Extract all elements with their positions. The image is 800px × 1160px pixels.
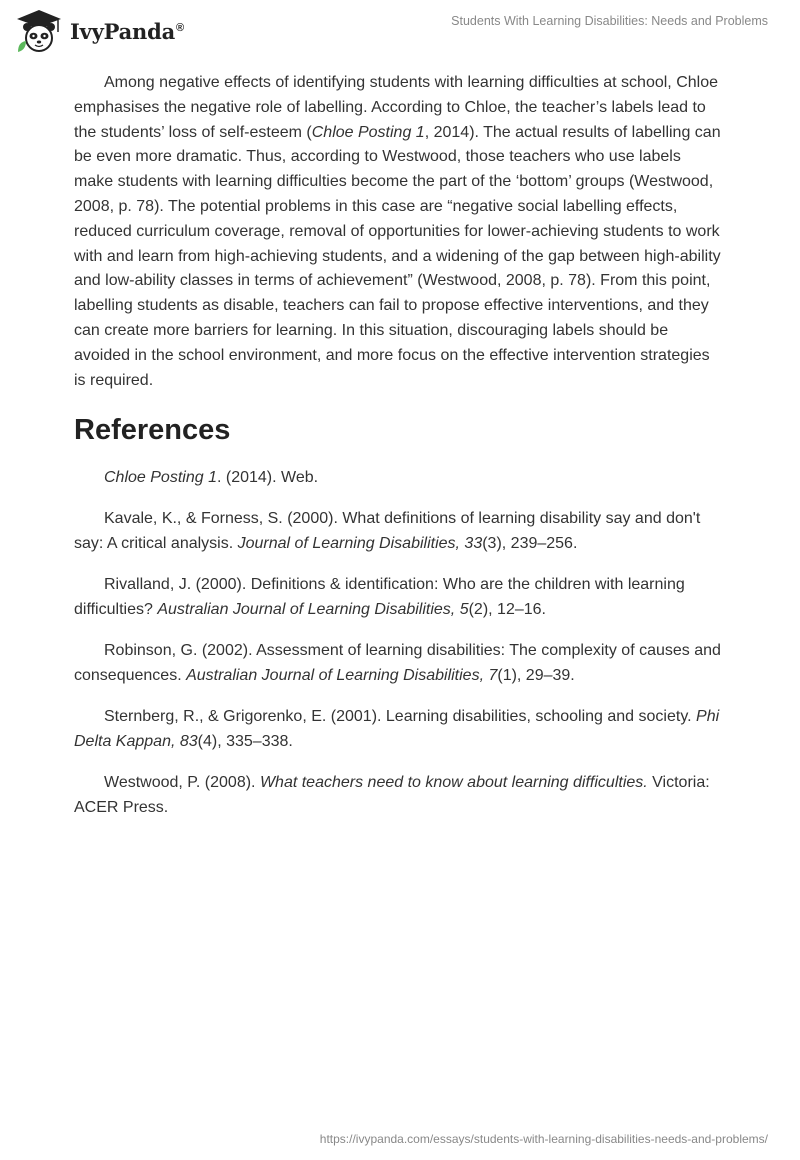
reference-item (74, 770, 724, 820)
brand-logo[interactable] (14, 8, 184, 54)
reference-italic: Australian Journal of Learning Disabilities, 7 (186, 667, 498, 685)
reference-item (74, 465, 724, 490)
reference-text: Sternberg, R., & Grigorenko, E. (2001). Learning disabilities, schooling and society. (104, 708, 697, 726)
body-paragraph (74, 71, 724, 393)
reference-item (74, 572, 724, 622)
references-list (74, 465, 724, 820)
reference-text-end: . (2014). Web. (216, 469, 319, 487)
reference-italic: Australian Journal of Learning Disabilities, 5 (157, 601, 469, 619)
reference-text-end: (1), 29–39. (497, 667, 575, 685)
reference-item (74, 506, 724, 556)
page-header (0, 0, 800, 60)
panda-graduation-cap-icon (14, 8, 64, 54)
reference-text-end: Victoria: ACER Press. (74, 774, 710, 817)
reference-italic: What teachers need to know about learning difficulties. (259, 774, 648, 792)
reference-text: Rivalland, J. (2000). Definitions & identification: Who are the children with learning difficulties? (74, 576, 685, 619)
reference-italic: Phi Delta Kappan, 83 (74, 708, 720, 751)
reference-text-end: (2), 12–16. (468, 601, 546, 619)
reference-italic: Journal of Learning Disabilities, 33 (237, 535, 483, 553)
footer-url[interactable]: https://ivypanda.com/essays/students-with-learning-disabilities-needs-and-problems/ (319, 1132, 768, 1146)
running-title: Students With Learning Disabilities: Needs and Problems (451, 14, 768, 28)
reference-italic: Chloe Posting 1 (104, 469, 217, 487)
reference-item (74, 704, 724, 754)
reference-text: Kavale, K., & Forness, S. (2000). What definitions of learning disability say and don't say: A critical analysis. (74, 510, 701, 553)
reference-text-end: (4), 335–338. (197, 733, 293, 751)
reference-text: Westwood, P. (2008). (104, 774, 260, 792)
registered-mark: ® (176, 21, 184, 34)
brand-name-text: IvyPanda (70, 18, 176, 44)
references-heading: References (74, 414, 231, 447)
brand-name (70, 19, 184, 44)
body-paragraph-start: Among negative effects of identifying students with learning difficulties at school, Chloe emphasises the negative role of labelling. According to Chloe, the teacher’s labels lead to the students’ loss of self-esteem ( (74, 74, 718, 141)
reference-text: Robinson, G. (2002). Assessment of learning disabilities: The complexity of causes and consequences. (74, 642, 721, 685)
essay-content (74, 71, 724, 836)
body-paragraph-rest: , 2014). The actual results of labelling can be even more dramatic. Thus, according to Westwood, those teachers who use labels make students with learning difficulties become the part of the ‘bottom’ groups (Westwood, 2008, p. 78). The potential problems in this case are “negative social labelling effects, reduced curriculum coverage, removal of opportunities for lower-achieving students to work with and learn from high-achieving students, and a widening of the gap between high-ability and low-ability classes in terms of achievement” (Westwood, 2008, p. 78). From this point, labelling students as disable, teachers can fail to propose effective interventions, and they can create more barriers for learning. In this situation, discouraging labels should be avoided in the school environment, and more focus on the effective intervention strategies is required. (74, 123, 721, 389)
reference-text-end: (3), 239–256. (482, 535, 578, 553)
body-paragraph-citation: Chloe Posting 1 (311, 123, 425, 141)
reference-item (74, 638, 724, 688)
